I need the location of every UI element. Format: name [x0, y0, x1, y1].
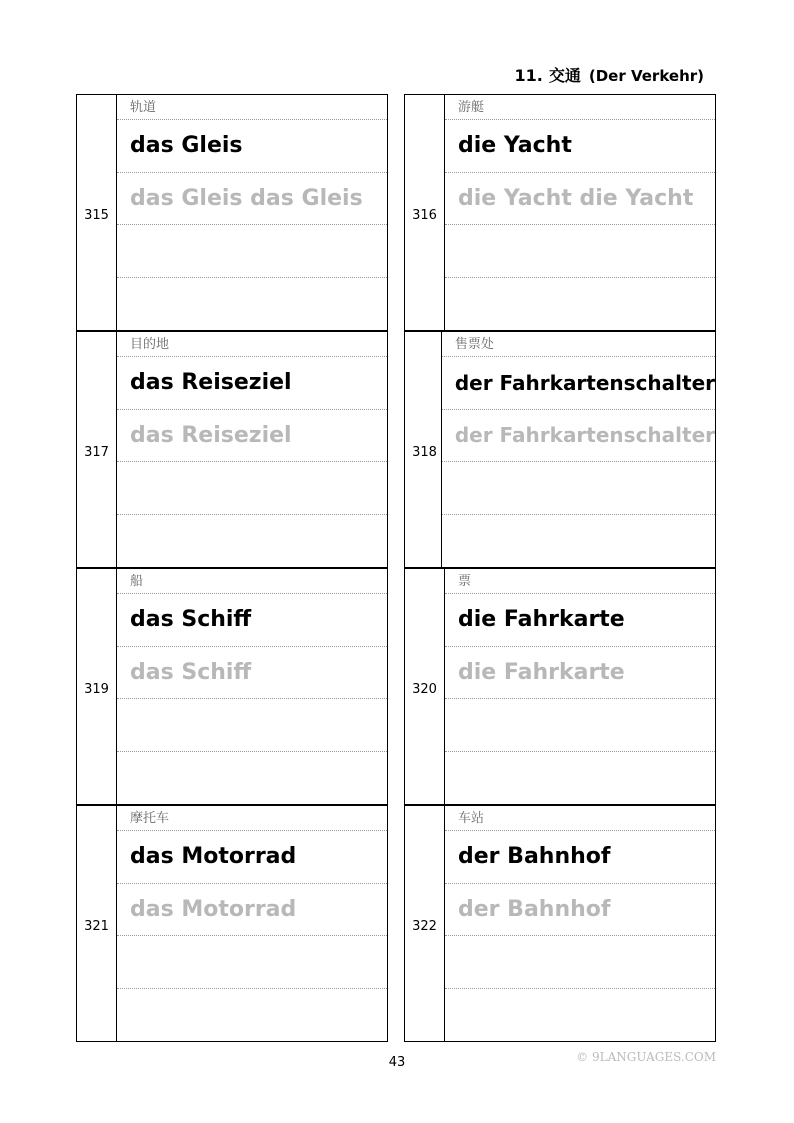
writing-line[interactable] [117, 225, 387, 278]
page-number: 43 [388, 1055, 406, 1070]
writing-line[interactable] [445, 278, 715, 331]
german-word: das Gleis [117, 120, 387, 173]
writing-line[interactable] [445, 936, 715, 989]
writing-line[interactable] [117, 278, 387, 331]
card-number: 322 [412, 919, 437, 934]
card-number-column [405, 95, 445, 330]
writing-line[interactable] [445, 699, 715, 752]
vocab-card [76, 568, 388, 805]
card-number: 321 [84, 919, 109, 934]
trace-word: der Bahnhof [445, 884, 715, 937]
copyright-notice: © 9LANGUAGES.COM [576, 1050, 716, 1064]
card-number-column [77, 806, 117, 1041]
chinese-label: 摩托车 [117, 806, 387, 831]
german-word: das Reiseziel [117, 357, 387, 410]
writing-line[interactable] [117, 989, 387, 1042]
chapter-number: 11. [514, 66, 543, 85]
trace-word: das Gleis das Gleis [117, 173, 387, 226]
trace-word: die Fahrkarte [445, 647, 715, 700]
card-number: 315 [84, 208, 109, 223]
vocab-card [76, 331, 388, 568]
card-number: 316 [412, 208, 437, 223]
writing-line[interactable] [117, 936, 387, 989]
chinese-label: 售票处 [442, 332, 715, 357]
card-number: 317 [84, 445, 109, 460]
vocab-card [76, 805, 388, 1042]
vocab-card [404, 331, 716, 568]
vocab-card [76, 94, 388, 331]
trace-word: das Motorrad [117, 884, 387, 937]
vocab-card [404, 94, 716, 331]
chinese-label: 轨道 [117, 95, 387, 120]
trace-word: das Reiseziel [117, 410, 387, 463]
card-number: 318 [412, 445, 437, 460]
trace-word: die Yacht die Yacht [445, 173, 715, 226]
writing-line[interactable] [445, 225, 715, 278]
writing-line[interactable] [445, 752, 715, 805]
card-number-column [405, 332, 442, 567]
chapter-title: 交通 [548, 66, 581, 85]
chinese-label: 目的地 [117, 332, 387, 357]
card-number-column [405, 806, 445, 1041]
writing-line[interactable] [117, 462, 387, 515]
chinese-label: 游艇 [445, 95, 715, 120]
german-word: der Fahrkartenschalter [442, 357, 715, 410]
card-number-column [77, 569, 117, 804]
trace-word: der Fahrkartenschalter [442, 410, 715, 463]
writing-line[interactable] [442, 462, 715, 515]
chinese-label: 船 [117, 569, 387, 594]
writing-line[interactable] [445, 989, 715, 1042]
german-word: die Yacht [445, 120, 715, 173]
chapter-subtitle: (Der Verkehr) [588, 67, 704, 85]
writing-line[interactable] [442, 515, 715, 568]
chinese-label: 车站 [445, 806, 715, 831]
card-number-column [77, 95, 117, 330]
german-word: das Motorrad [117, 831, 387, 884]
chinese-label: 票 [445, 569, 715, 594]
writing-line[interactable] [117, 699, 387, 752]
card-number-column [405, 569, 445, 804]
card-number-column [77, 332, 117, 567]
card-number: 320 [412, 682, 437, 697]
german-word: die Fahrkarte [445, 594, 715, 647]
german-word: das Schiff [117, 594, 387, 647]
writing-line[interactable] [117, 515, 387, 568]
vocab-card [404, 568, 716, 805]
german-word: der Bahnhof [445, 831, 715, 884]
trace-word: das Schiff [117, 647, 387, 700]
writing-line[interactable] [117, 752, 387, 805]
page-header [515, 63, 705, 86]
vocab-card [404, 805, 716, 1042]
card-number: 319 [84, 682, 109, 697]
